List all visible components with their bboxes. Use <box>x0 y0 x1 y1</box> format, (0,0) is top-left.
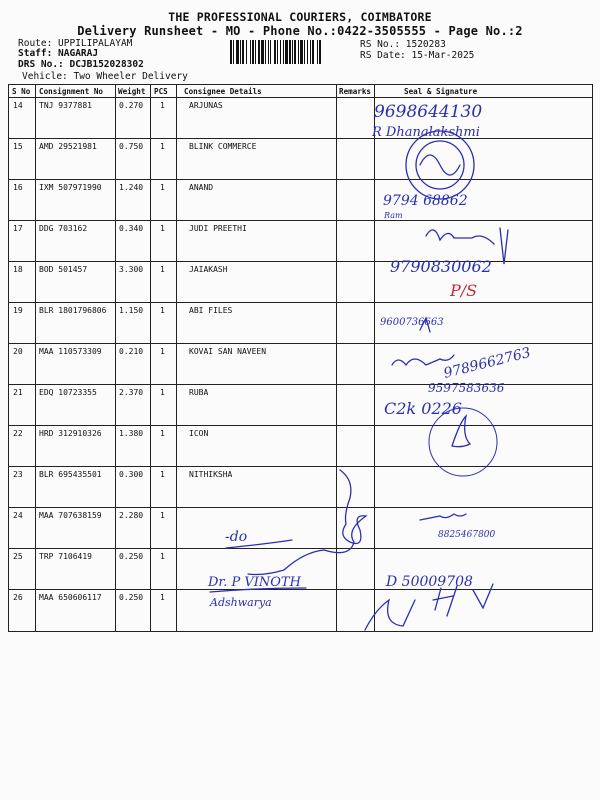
barcode-bar <box>268 40 269 64</box>
cell-sno: 14 <box>13 101 23 110</box>
cell-consignee: NITHIKSHA <box>189 470 233 479</box>
barcode-bar <box>310 40 311 64</box>
cell-pcs: 1 <box>160 511 165 520</box>
cell-consignment: MAA 650606117 <box>39 593 102 602</box>
row-divider <box>9 220 592 221</box>
barcode-bar <box>317 40 318 64</box>
table-row <box>9 261 592 302</box>
handwritten-phone: 9698644130 <box>374 102 483 122</box>
cell-consignment: BLR 695435501 <box>39 470 102 479</box>
rs-date: RS Date: 15-Mar-2025 <box>360 50 475 61</box>
col-header-seal-signature: Seal & Signature <box>404 87 478 96</box>
col-header-consignee: Consignee Details <box>184 87 262 96</box>
cell-pcs: 1 <box>160 183 165 192</box>
handwritten-name: Ram <box>384 211 403 220</box>
cell-weight: 1.380 <box>119 429 144 438</box>
cell-sno: 26 <box>13 593 23 602</box>
cell-consignment: BOD 501457 <box>39 265 88 274</box>
cell-consignment: TRP 7106419 <box>39 552 92 561</box>
barcode-bar <box>304 40 305 64</box>
table-row <box>9 302 592 343</box>
cell-pcs: 1 <box>160 265 165 274</box>
handwritten-phone: 9790830062 <box>390 257 492 276</box>
cell-weight: 1.240 <box>119 183 144 192</box>
barcode-bar <box>298 40 299 64</box>
barcode-bar <box>240 40 241 64</box>
cell-consignment: BLR 1801796806 <box>39 306 107 315</box>
staff-label: Staff: NAGARAJ <box>18 48 99 59</box>
handwritten-phone: 9794 68862 <box>383 193 468 209</box>
col-header-consignment: Consignment No <box>39 87 104 96</box>
cell-consignment: TNJ 9377881 <box>39 101 92 110</box>
table-row <box>9 466 592 507</box>
cell-pcs: 1 <box>160 470 165 479</box>
vehicle-label: Vehicle: Two Wheeler Delivery <box>22 71 188 82</box>
table-row <box>9 343 592 384</box>
cell-weight: 2.370 <box>119 388 144 397</box>
handwritten-name: Dr. P VINOTH <box>208 575 301 590</box>
table-row <box>9 425 592 466</box>
table-row <box>9 589 592 630</box>
cell-sno: 24 <box>13 511 23 520</box>
cell-consignment: DDG 703162 <box>39 224 88 233</box>
barcode-bar <box>265 40 266 64</box>
barcode-bar <box>319 40 321 64</box>
cell-consignee: ARJUNAS <box>189 101 223 110</box>
row-divider <box>9 466 592 467</box>
runsheet-title: Delivery Runsheet - MO - Phone No.:0422-3505555 - Page No.:2 <box>77 24 523 38</box>
cell-pcs: 1 <box>160 224 165 233</box>
handwritten-name: R Dhanalakshmi <box>372 125 480 140</box>
cell-consignment: AMD 29521981 <box>39 142 97 151</box>
handwritten-ps-mark: P/S <box>450 281 478 300</box>
cell-pcs: 1 <box>160 593 165 602</box>
cell-sno: 22 <box>13 429 23 438</box>
cell-sno: 18 <box>13 265 23 274</box>
row-divider <box>9 384 592 385</box>
barcode-bar <box>230 40 232 64</box>
cell-consignee: RUBA <box>189 388 209 397</box>
handwritten-phone: 8825467800 <box>438 530 496 540</box>
handwritten-code: C2k 0226 <box>384 399 462 418</box>
table-row <box>9 507 592 548</box>
barcode-bar <box>233 40 234 64</box>
cell-consignment: EDQ 10723355 <box>39 388 97 397</box>
barcode-bar <box>250 40 251 64</box>
cell-weight: 0.250 <box>119 552 144 561</box>
row-divider <box>9 343 592 344</box>
cell-pcs: 1 <box>160 142 165 151</box>
col-header-weight: Weight <box>118 87 146 96</box>
barcode-image <box>230 40 354 64</box>
barcode-bar <box>300 40 303 64</box>
barcode-bar <box>307 40 308 64</box>
cell-consignment: IXM 507971990 <box>39 183 102 192</box>
cell-weight: 0.210 <box>119 347 144 356</box>
table-row <box>9 97 592 138</box>
handwritten-phone: 9789662763 <box>442 344 533 382</box>
cell-consignee: JAIAKASH <box>189 265 228 274</box>
drs-number: DRS No.: DCJB152028302 <box>18 59 144 70</box>
cell-pcs: 1 <box>160 388 165 397</box>
row-divider <box>9 589 592 590</box>
cell-sno: 19 <box>13 306 23 315</box>
cell-weight: 2.280 <box>119 511 144 520</box>
cell-sno: 23 <box>13 470 23 479</box>
barcode-bar <box>236 40 239 64</box>
cell-consignment: MAA 707638159 <box>39 511 102 520</box>
cell-weight: 3.300 <box>119 265 144 274</box>
row-divider <box>9 302 592 303</box>
cell-weight: 1.150 <box>119 306 144 315</box>
cell-sno: 15 <box>13 142 23 151</box>
cell-consignee: ABI FILES <box>189 306 233 315</box>
row-divider <box>9 261 592 262</box>
cell-weight: 0.250 <box>119 593 144 602</box>
row-divider <box>9 548 592 549</box>
barcode-bar <box>261 40 264 64</box>
cell-consignee: ANAND <box>189 183 214 192</box>
cell-sno: 20 <box>13 347 23 356</box>
barcode-bar <box>255 40 256 64</box>
cell-sno: 17 <box>13 224 23 233</box>
cell-consignee: BLINK COMMERCE <box>189 142 257 151</box>
barcode-bar <box>258 40 260 64</box>
table-row <box>9 179 592 220</box>
cell-weight: 0.270 <box>119 101 144 110</box>
runsheet-table <box>8 84 593 632</box>
cell-sno: 21 <box>13 388 23 397</box>
handwritten-phone: 9597583636 <box>428 381 505 395</box>
barcode-bar <box>283 40 284 64</box>
cell-pcs: 1 <box>160 552 165 561</box>
handwritten-name: Adshwarya <box>210 596 272 609</box>
barcode-bar <box>274 40 276 64</box>
handwritten-phone: 9600736663 <box>380 317 444 328</box>
cell-consignee: ICON <box>189 429 209 438</box>
barcode-bar <box>280 40 281 64</box>
cell-sno: 25 <box>13 552 23 561</box>
row-divider <box>9 507 592 508</box>
barcode-bar <box>270 40 271 64</box>
barcode-bar <box>292 40 293 64</box>
cell-consignee: JUDI PREETHI <box>189 224 247 233</box>
barcode-bar <box>312 40 314 64</box>
col-header-remarks: Remarks <box>339 87 372 96</box>
row-divider <box>9 138 592 139</box>
col-header-pcs: PCS <box>154 87 168 96</box>
handwritten-code: D 50009708 <box>386 574 473 590</box>
cell-consignment: HRD 312910326 <box>39 429 102 438</box>
route-label: Route: UPPILIPALAYAM <box>18 38 133 49</box>
cell-sno: 16 <box>13 183 23 192</box>
cell-weight: 0.750 <box>119 142 144 151</box>
cell-pcs: 1 <box>160 347 165 356</box>
cell-pcs: 1 <box>160 429 165 438</box>
barcode-bar <box>277 40 278 64</box>
cell-weight: 0.300 <box>119 470 144 479</box>
row-divider <box>9 179 592 180</box>
cell-pcs: 1 <box>160 101 165 110</box>
barcode-bar <box>252 40 254 64</box>
table-row <box>9 220 592 261</box>
table-row <box>9 138 592 179</box>
rs-number: RS No.: 1520283 <box>360 39 446 50</box>
barcode-bar <box>289 40 291 64</box>
cell-pcs: 1 <box>160 306 165 315</box>
table-row <box>9 384 592 425</box>
handwritten-ditto: -do <box>225 529 248 545</box>
cell-consignee: KOVAI SAN NAVEEN <box>189 347 267 356</box>
cell-weight: 0.340 <box>119 224 144 233</box>
barcode-bar <box>242 40 244 64</box>
company-title: THE PROFESSIONAL COURIERS, COIMBATORE <box>168 10 432 24</box>
barcode-bar <box>246 40 247 64</box>
row-divider <box>9 425 592 426</box>
barcode-bar <box>294 40 296 64</box>
barcode-bar <box>285 40 288 64</box>
cell-consignment: MAA 110573309 <box>39 347 102 356</box>
col-header-sno: S No <box>12 87 31 96</box>
table-row <box>9 548 592 589</box>
